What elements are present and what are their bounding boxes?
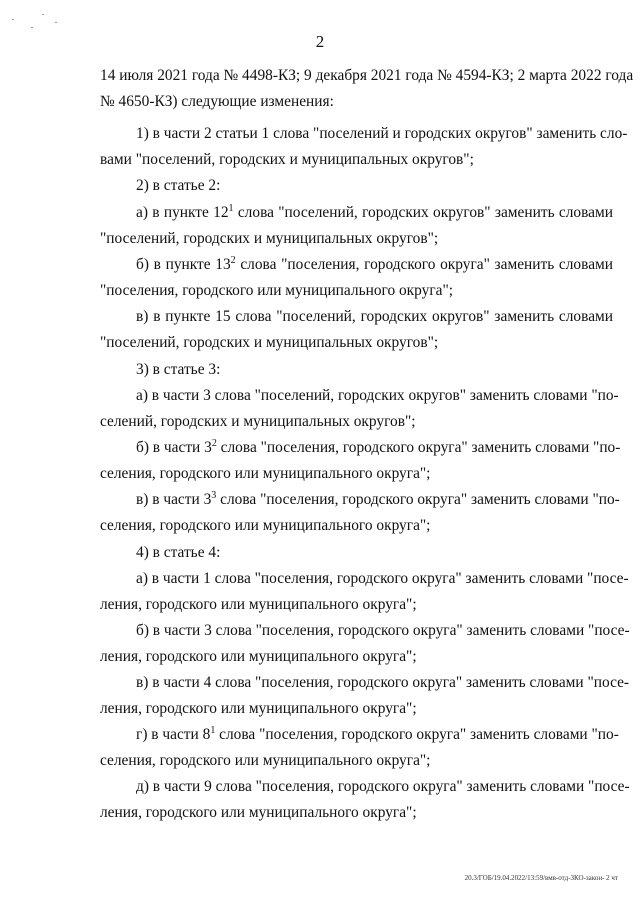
text-fragment: слова "поселения, городского округа" заменить словами "по- <box>216 439 621 456</box>
superscript: 1 <box>228 203 234 214</box>
text-line: "поселений, городских и муниципальных округов"; <box>100 230 439 247</box>
text-line: вами "поселений, городских и муниципальных округов"; <box>100 151 474 168</box>
text-line <box>136 203 613 223</box>
document-footer-code: 20.3/ГОБ/19.04.2022/13:59/вмв-отд-ЗКО-закон- 2 чт <box>464 874 618 882</box>
text-fragment: г) в части 8 <box>136 726 211 743</box>
text-line: ления, городского или муниципального округа"; <box>100 648 417 665</box>
page-number: 2 <box>315 32 325 51</box>
text-line: 14 июля 2021 года № 4498-КЗ; 9 декабря 2021 года № 4594-КЗ; 2 марта 2022 года <box>100 67 634 84</box>
text-line <box>136 438 621 458</box>
text-line: д) в части 9 слова "поселения, городского округа" заменить словами "посе- <box>136 778 630 795</box>
text-line: селения, городского или муниципального округа"; <box>100 517 431 534</box>
text-fragment: в) в части 3 <box>136 491 212 508</box>
text-line: а) в части 3 слова "поселений, городских округов" заменить словами "по- <box>136 387 619 404</box>
text-fragment: слова "поселения, городского округа" заменить словами "по- <box>215 726 619 743</box>
text-line: селения, городского или муниципального округа"; <box>100 752 431 769</box>
text-fragment: б) в части 3 <box>136 439 212 456</box>
text-line: б) в части 3 слова "поселения, городского округа" заменить словами "посе- <box>136 622 630 639</box>
text-fragment: слова "поселений, городских округов" заменить словами <box>233 204 613 221</box>
text-fragment: а) в пункте 12 <box>136 204 229 221</box>
text-line: "поселения, городского или муниципального округа"; <box>100 282 454 299</box>
text-line: 2) в статье 2: <box>136 177 221 194</box>
text-line <box>136 255 613 275</box>
text-fragment: слова "поселения, городского округа" заменить словами <box>235 256 614 273</box>
text-line: ления, городского или муниципального округа"; <box>100 804 417 821</box>
superscript: 1 <box>210 725 216 736</box>
superscript: 2 <box>211 438 217 449</box>
scan-speck <box>42 14 44 15</box>
text-line: в) в пункте 15 слова "поселений, городских округов" заменить словами <box>136 308 613 325</box>
text-line: селений, городских и муниципальных округов"; <box>100 413 416 430</box>
text-line: селения, городского или муниципального округа"; <box>100 465 431 482</box>
text-line <box>136 490 620 510</box>
text-line: в) в части 4 слова "поселения, городского округа" заменить словами "посе- <box>136 674 630 691</box>
superscript: 3 <box>211 490 217 501</box>
text-line: 3) в статье 3: <box>136 361 221 378</box>
superscript: 2 <box>230 255 236 266</box>
text-line: № 4650-КЗ) следующие изменения: <box>100 93 334 110</box>
text-fragment: слова "поселения, городского округа" заменить словами "по- <box>216 491 620 508</box>
text-fragment: б) в пункте 13 <box>136 256 231 273</box>
text-line: 4) в статье 4: <box>136 544 221 561</box>
scan-speck <box>31 27 33 28</box>
text-line: 1) в части 2 статьи 1 слова "поселений и городских округов" заменить сло- <box>136 125 628 142</box>
scan-speck <box>55 22 57 23</box>
scan-speck <box>12 19 14 20</box>
text-line: ления, городского или муниципального округа"; <box>100 596 417 613</box>
text-line <box>136 725 619 745</box>
text-line: а) в части 1 слова "поселения, городского округа" заменить словами "посе- <box>136 570 629 587</box>
text-line: ления, городского или муниципального округа"; <box>100 700 417 717</box>
text-line: "поселений, городских и муниципальных округов"; <box>100 334 439 351</box>
